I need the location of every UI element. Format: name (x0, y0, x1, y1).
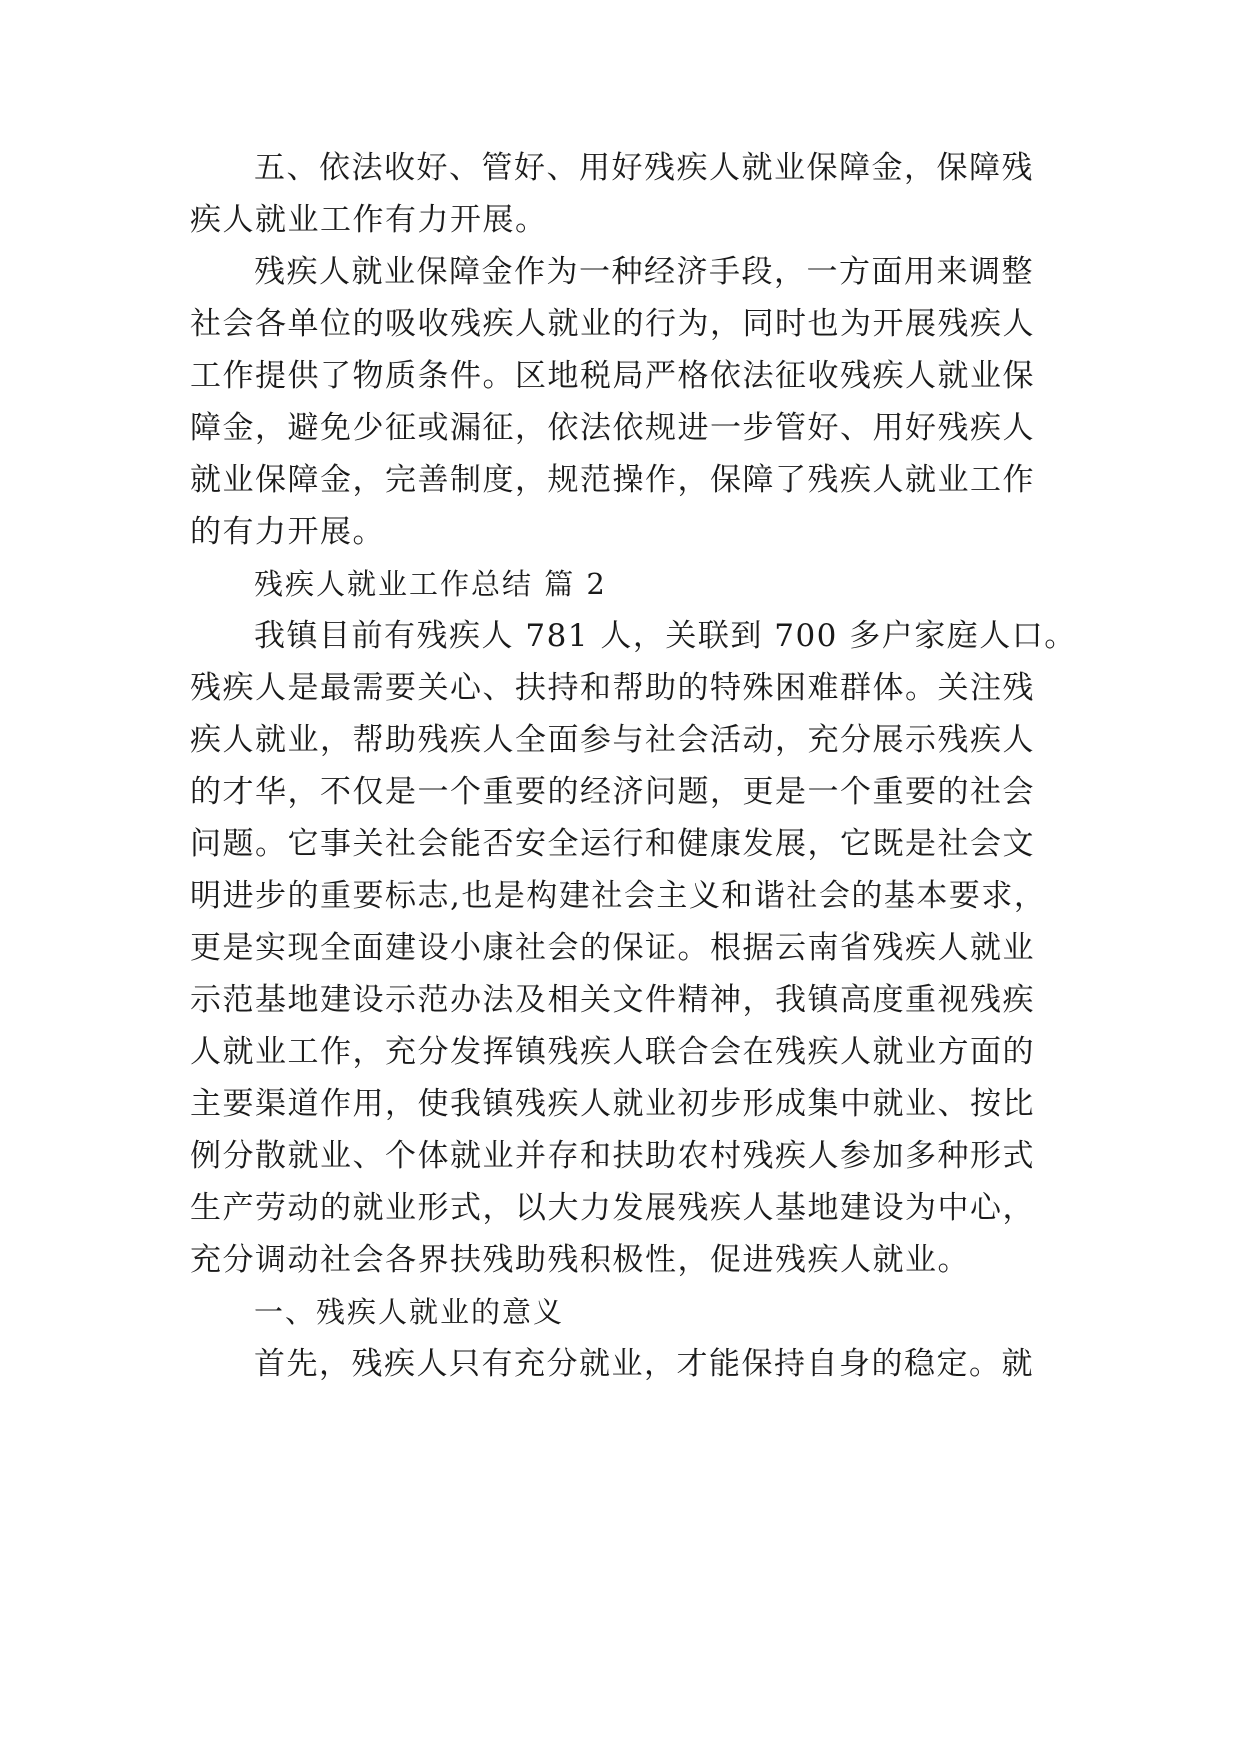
paragraph-line: 问题。它事关社会能否安全运行和健康发展，它既是社会文 (190, 826, 1035, 862)
paragraph-line: 例分散就业、个体就业并存和扶助农村残疾人参加多种形式 (190, 1138, 1035, 1174)
article-title: 残疾人就业工作总结 篇 2 (254, 567, 607, 601)
paragraph-line: 的才华，不仅是一个重要的经济问题，更是一个重要的社会 (190, 774, 1035, 810)
paragraph-line: 工作提供了物质条件。区地税局严格依法征收残疾人就业保 (190, 358, 1035, 394)
section-heading-5: 五、依法收好、管好、用好残疾人就业保障金，保障残 (254, 150, 1034, 186)
paragraph-line: 明进步的重要标志,也是构建社会主义和谐社会的基本要求， (190, 878, 1047, 914)
paragraph-line: 生产劳动的就业形式，以大力发展残疾人基地建设为中心， (190, 1190, 1035, 1226)
paragraph-line: 就业保障金，完善制度，规范操作，保障了残疾人就业工作 (190, 462, 1035, 498)
paragraph-line: 障金，避免少征或漏征，依法依规进一步管好、用好残疾人 (190, 410, 1035, 446)
paragraph-line: 更是实现全面建设小康社会的保证。根据云南省残疾人就业 (190, 930, 1035, 966)
paragraph-line: 主要渠道作用，使我镇残疾人就业初步形成集中就业、按比 (190, 1086, 1035, 1122)
paragraph-line: 人就业工作，充分发挥镇残疾人联合会在残疾人就业方面的 (190, 1034, 1035, 1070)
paragraph-line: 残疾人就业保障金作为一种经济手段，一方面用来调整 (254, 254, 1034, 290)
paragraph-line: 首先，残疾人只有充分就业，才能保持自身的稳定。就 (254, 1346, 1034, 1382)
paragraph-line: 残疾人是最需要关心、扶持和帮助的特殊困难群体。关注残 (190, 670, 1035, 706)
paragraph-line: 充分调动社会各界扶残助残积极性，促进残疾人就业。 (190, 1242, 970, 1278)
paragraph-line: 的有力开展。 (190, 514, 385, 550)
paragraph-line: 疾人就业，帮助残疾人全面参与社会活动，充分展示残疾人 (190, 722, 1035, 758)
paragraph-line: 社会各单位的吸收残疾人就业的行为，同时也为开展残疾人 (190, 306, 1035, 342)
paragraph-line: 我镇目前有残疾人 781 人，关联到 700 多户家庭人口。 (254, 618, 1077, 654)
paragraph-line: 疾人就业工作有力开展。 (190, 202, 548, 238)
section-heading-1: 一、残疾人就业的意义 (254, 1295, 565, 1329)
paragraph-line: 示范基地建设示范办法及相关文件精神，我镇高度重视残疾 (190, 982, 1035, 1018)
